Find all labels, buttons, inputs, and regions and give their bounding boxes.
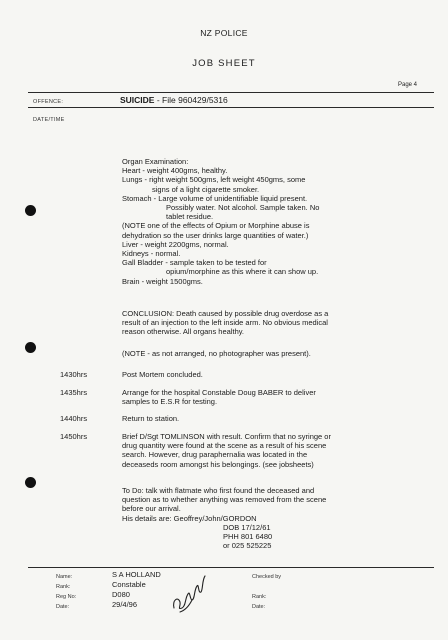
text-line: Stomach - Large volume of unidentifiable liquid present.	[122, 193, 308, 203]
offence-value	[120, 95, 228, 105]
footer-divider	[28, 567, 434, 568]
entry-time: 1435hrs	[60, 388, 88, 397]
name-label: Name:	[56, 574, 73, 580]
text-line: deceaseds room amongst his belongings. (see jobsheets)	[122, 459, 314, 469]
note: (NOTE - as not arranged, no photographer was present).	[122, 349, 311, 358]
signature-image	[168, 570, 214, 614]
entry-time: 1430hrs	[60, 370, 88, 379]
text-line: question as to whether anything was removed from the scene	[122, 495, 327, 505]
offence-type: SUICIDE	[120, 95, 155, 105]
rank-value: Constable	[112, 580, 146, 589]
datetime-label: DATE/TIME	[33, 117, 65, 123]
text-line: result of an injection to the left inside arm. No obvious medical	[122, 318, 328, 328]
text-line: Brain - weight 1500gms.	[122, 276, 203, 286]
text-line: drug quantity were found at the scene as a result of his scene	[122, 441, 327, 451]
text-line: opium/morphine as this where it can show up.	[166, 267, 319, 277]
contact-details	[223, 523, 272, 551]
text-line: His details are: Geoffrey/John/GORDON	[122, 513, 257, 523]
text-line: Organ Examination:	[122, 157, 189, 166]
entry-text	[122, 432, 331, 469]
text-line: To Do: talk with flatmate who first found the deceased and	[122, 486, 315, 495]
text-line: dehydration so the user drinks large quantities of water.)	[122, 230, 309, 240]
text-line: Liver - weight 2200gms, normal.	[122, 239, 229, 249]
entry-time: 1440hrs	[60, 414, 88, 423]
conclusion	[122, 309, 328, 337]
rank-label-2: Rank:	[252, 594, 267, 600]
text-line: CONCLUSION: Death caused by possible drug overdose as a	[122, 309, 329, 318]
binder-hole	[25, 205, 36, 216]
text-line: Possibly water. Not alcohol. Sample taken. No	[166, 203, 320, 213]
text-line: Arrange for the hospital Constable Doug BABER to deliver	[122, 388, 316, 397]
text-line: Brief D/Sgt TOMLINSON with result. Confirm that no syringe or	[122, 432, 331, 441]
todo	[122, 486, 326, 523]
binder-hole	[25, 342, 36, 353]
text-line: search. However, drug paraphernalia was located in the	[122, 450, 308, 460]
text-line: DOB 17/12/61	[223, 523, 271, 532]
entry-text	[122, 370, 203, 379]
organ-examination	[122, 157, 319, 286]
text-line: before our arrival.	[122, 504, 181, 514]
text-line: Return to station.	[122, 414, 180, 423]
text-line: Heart - weight 400gms, healthy.	[122, 166, 228, 176]
divider	[28, 92, 434, 93]
text-line: or 025 525225	[223, 541, 272, 551]
checked-by-label: Checked by	[252, 574, 282, 580]
divider	[28, 107, 434, 108]
reg-value: D080	[112, 590, 130, 599]
agency-title: NZ POLICE	[200, 28, 248, 38]
text-line: Gall Bladder - sample taken to be tested for	[122, 258, 267, 268]
text-line: samples to E.S.R for testing.	[122, 397, 218, 407]
text-line: Kidneys - normal.	[122, 249, 181, 259]
text-line: Post Mortem concluded.	[122, 370, 203, 379]
form-title: JOB SHEET	[192, 58, 256, 69]
text-line: tablet residue.	[166, 212, 214, 222]
text-line: PHH 801 6480	[223, 532, 273, 542]
rank-label: Rank:	[56, 584, 71, 590]
name-value: S A HOLLAND	[112, 570, 161, 579]
date-label: Date:	[56, 604, 70, 610]
text-line: Lungs - right weight 500gms, left weight 450gms, some	[122, 175, 306, 185]
offence-file: - File 960429/5316	[154, 95, 228, 105]
text-line: signs of a light cigarette smoker.	[152, 184, 260, 194]
reg-label: Reg No:	[56, 594, 77, 600]
page-number: Page 4	[398, 82, 418, 88]
entry-time: 1450hrs	[60, 432, 88, 441]
entry-text	[122, 414, 179, 423]
text-line: (NOTE one of the effects of Opium or Morphine abuse is	[122, 221, 310, 231]
binder-hole	[25, 477, 36, 488]
date-label-2: Date:	[252, 604, 266, 610]
date-value: 29/4/96	[112, 600, 138, 609]
offence-label: OFFENCE:	[33, 99, 64, 105]
text-line: reason otherwise. All organs healthy.	[122, 327, 245, 337]
entry-text	[122, 388, 316, 406]
